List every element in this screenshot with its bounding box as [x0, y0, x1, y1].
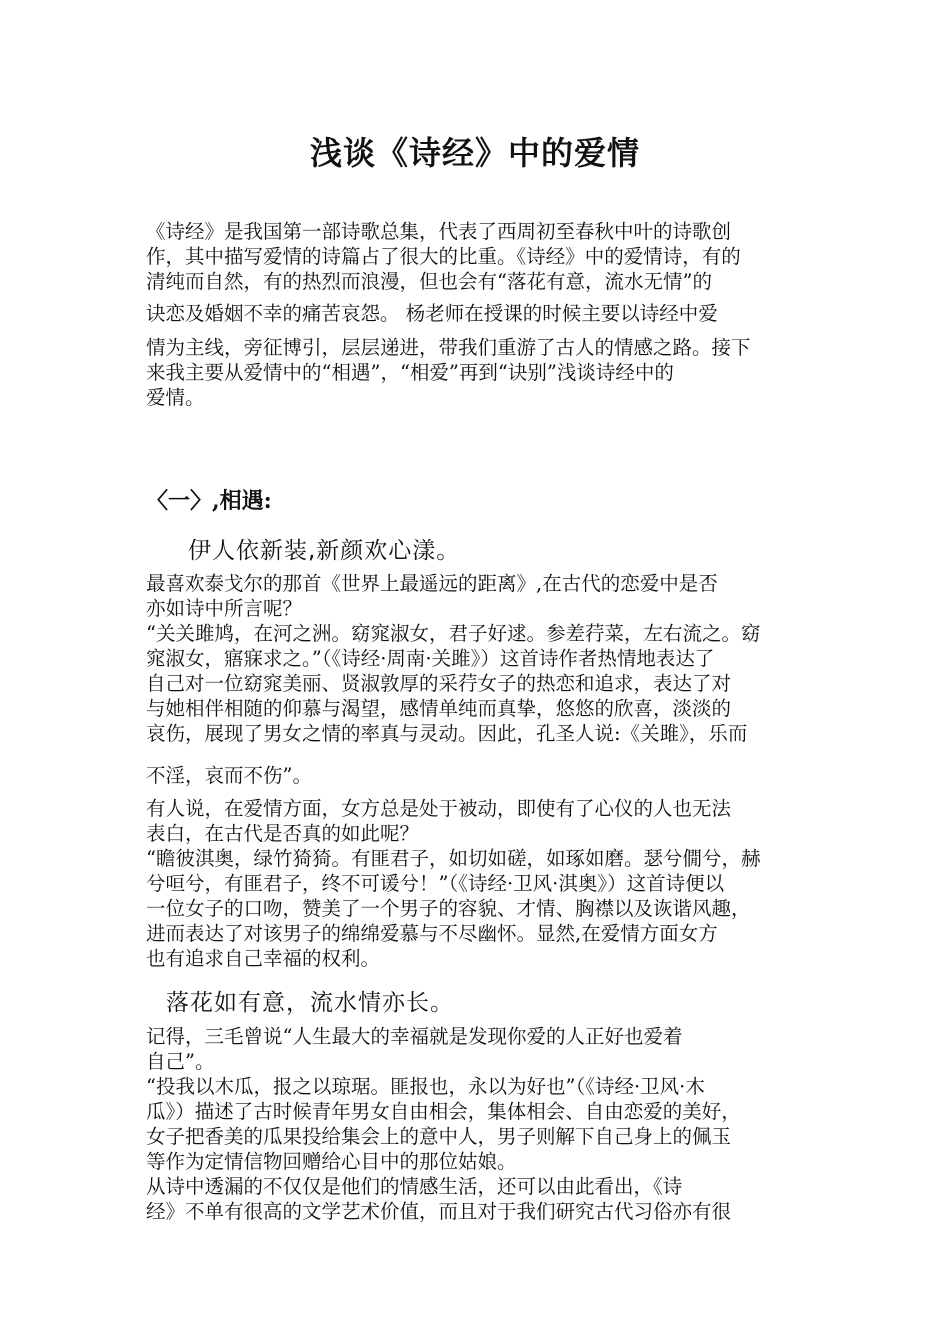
text-line: 窕淑女，寤寐求之。”（《诗经·周南·关雎》）这首诗作者热情地表达了: [146, 647, 715, 670]
poem-subtitle: 落花如有意，流水情亦长。: [166, 990, 454, 1016]
intro-paragraph: [146, 219, 808, 410]
text-line: 不淫，哀而不伤”。: [146, 764, 312, 787]
text-line: 记得，三毛曾说“人生最大的幸福就是发现你爱的人正好也爱着: [146, 1025, 683, 1048]
intro-line: 来我主要从爱情中的“相遇”，“相爱”再到“诀别”浅谈诗经中的: [146, 361, 674, 384]
intro-line: 作，其中描写爱情的诗篇占了很大的比重。《诗经》中的爱情诗，有的: [146, 245, 741, 268]
paragraph-guanju-end: [146, 763, 808, 788]
text-line: 与她相伴相随的仰慕与渴望，感情单纯而真挚，悠悠的欣喜，淡淡的: [146, 697, 732, 720]
text-line: 进而表达了对该男子的绵绵爱慕与不尽幽怀。显然,在爱情方面女方: [146, 922, 718, 945]
document-title: 浅谈《诗经》中的爱情: [309, 134, 640, 172]
text-line: 自己”。: [146, 1050, 215, 1073]
text-line: 一位女子的口吻，赞美了一个男子的容貌、才情、胸襟以及诙谐风趣，: [146, 897, 751, 920]
intro-line: 情为主线，旁征博引，层层递进，带我们重游了古人的情感之路。接下: [146, 336, 751, 359]
text-line: 从诗中透漏的不仅仅是他们的情感生活，还可以由此看出，《诗: [146, 1175, 683, 1198]
text-line: 表白，在古代是否真的如此呢？: [146, 822, 420, 845]
intro-line: 爱情。: [146, 386, 205, 409]
intro-line: 清纯而自然，有的热烈而浪漫，但也会有“落花有意，流水无情”的: [146, 270, 712, 293]
text-line: “关关雎鸠，在河之洲。窈窕淑女，君子好逑。参差荇菜，左右流之。窈: [146, 622, 761, 645]
text-line: 自己对一位窈窕美丽、贤淑敦厚的采荇女子的热恋和追求，表达了对: [146, 672, 732, 695]
text-line: 亦如诗中所言呢？: [146, 597, 303, 620]
text-line: 也有追求自己幸福的权利。: [146, 947, 381, 970]
text-line: 瓜》）描述了古时候青年男女自由相会，集体相会、自由恋爱的美好，: [146, 1100, 741, 1123]
paragraph-qiyu: [146, 796, 808, 971]
text-line: 经》不单有很高的文学艺术价值，而且对于我们研究古代习俗亦有很: [146, 1200, 732, 1223]
text-line: 等作为定情信物回赠给心目中的那位姑娘。: [146, 1150, 517, 1173]
paragraph-mugua: [146, 1024, 808, 1224]
text-line: “瞻彼淇奥，绿竹猗猗。有匪君子，如切如磋，如琢如磨。瑟兮僩兮，赫: [146, 847, 761, 870]
intro-line: 《诗经》是我国第一部诗歌总集，代表了西周初至春秋中叶的诗歌创: [146, 220, 732, 243]
text-line: 哀伤，展现了男女之情的率真与灵动。因此，孔圣人说:《关雎》，乐而: [146, 722, 748, 745]
poem-subtitle: 伊人依新装,新颜欢心漾。: [188, 538, 461, 564]
section-heading: 〈一〉,相遇:: [146, 488, 272, 514]
paragraph-guanju: [146, 571, 808, 746]
intro-line: 诀恋及婚姻不幸的痛苦哀怨。 杨老师在授课的时候主要以诗经中爱: [146, 302, 718, 325]
text-line: 兮咺兮，有匪君子，终不可谖兮！”（《诗经·卫风·淇奥》）这首诗便以: [146, 872, 725, 895]
text-line: 有人说，在爱情方面，女方总是处于被动，即使有了心仪的人也无法: [146, 797, 732, 820]
text-line: 女子把香美的瓜果投给集会上的意中人，男子则解下自己身上的佩玉: [146, 1125, 732, 1148]
text-line: “投我以木瓜，报之以琼琚。匪报也，永以为好也”（《诗经·卫风·木: [146, 1075, 705, 1098]
text-line: 最喜欢泰戈尔的那首《世界上最遥远的距离》,在古代的恋爱中是否: [146, 572, 718, 595]
